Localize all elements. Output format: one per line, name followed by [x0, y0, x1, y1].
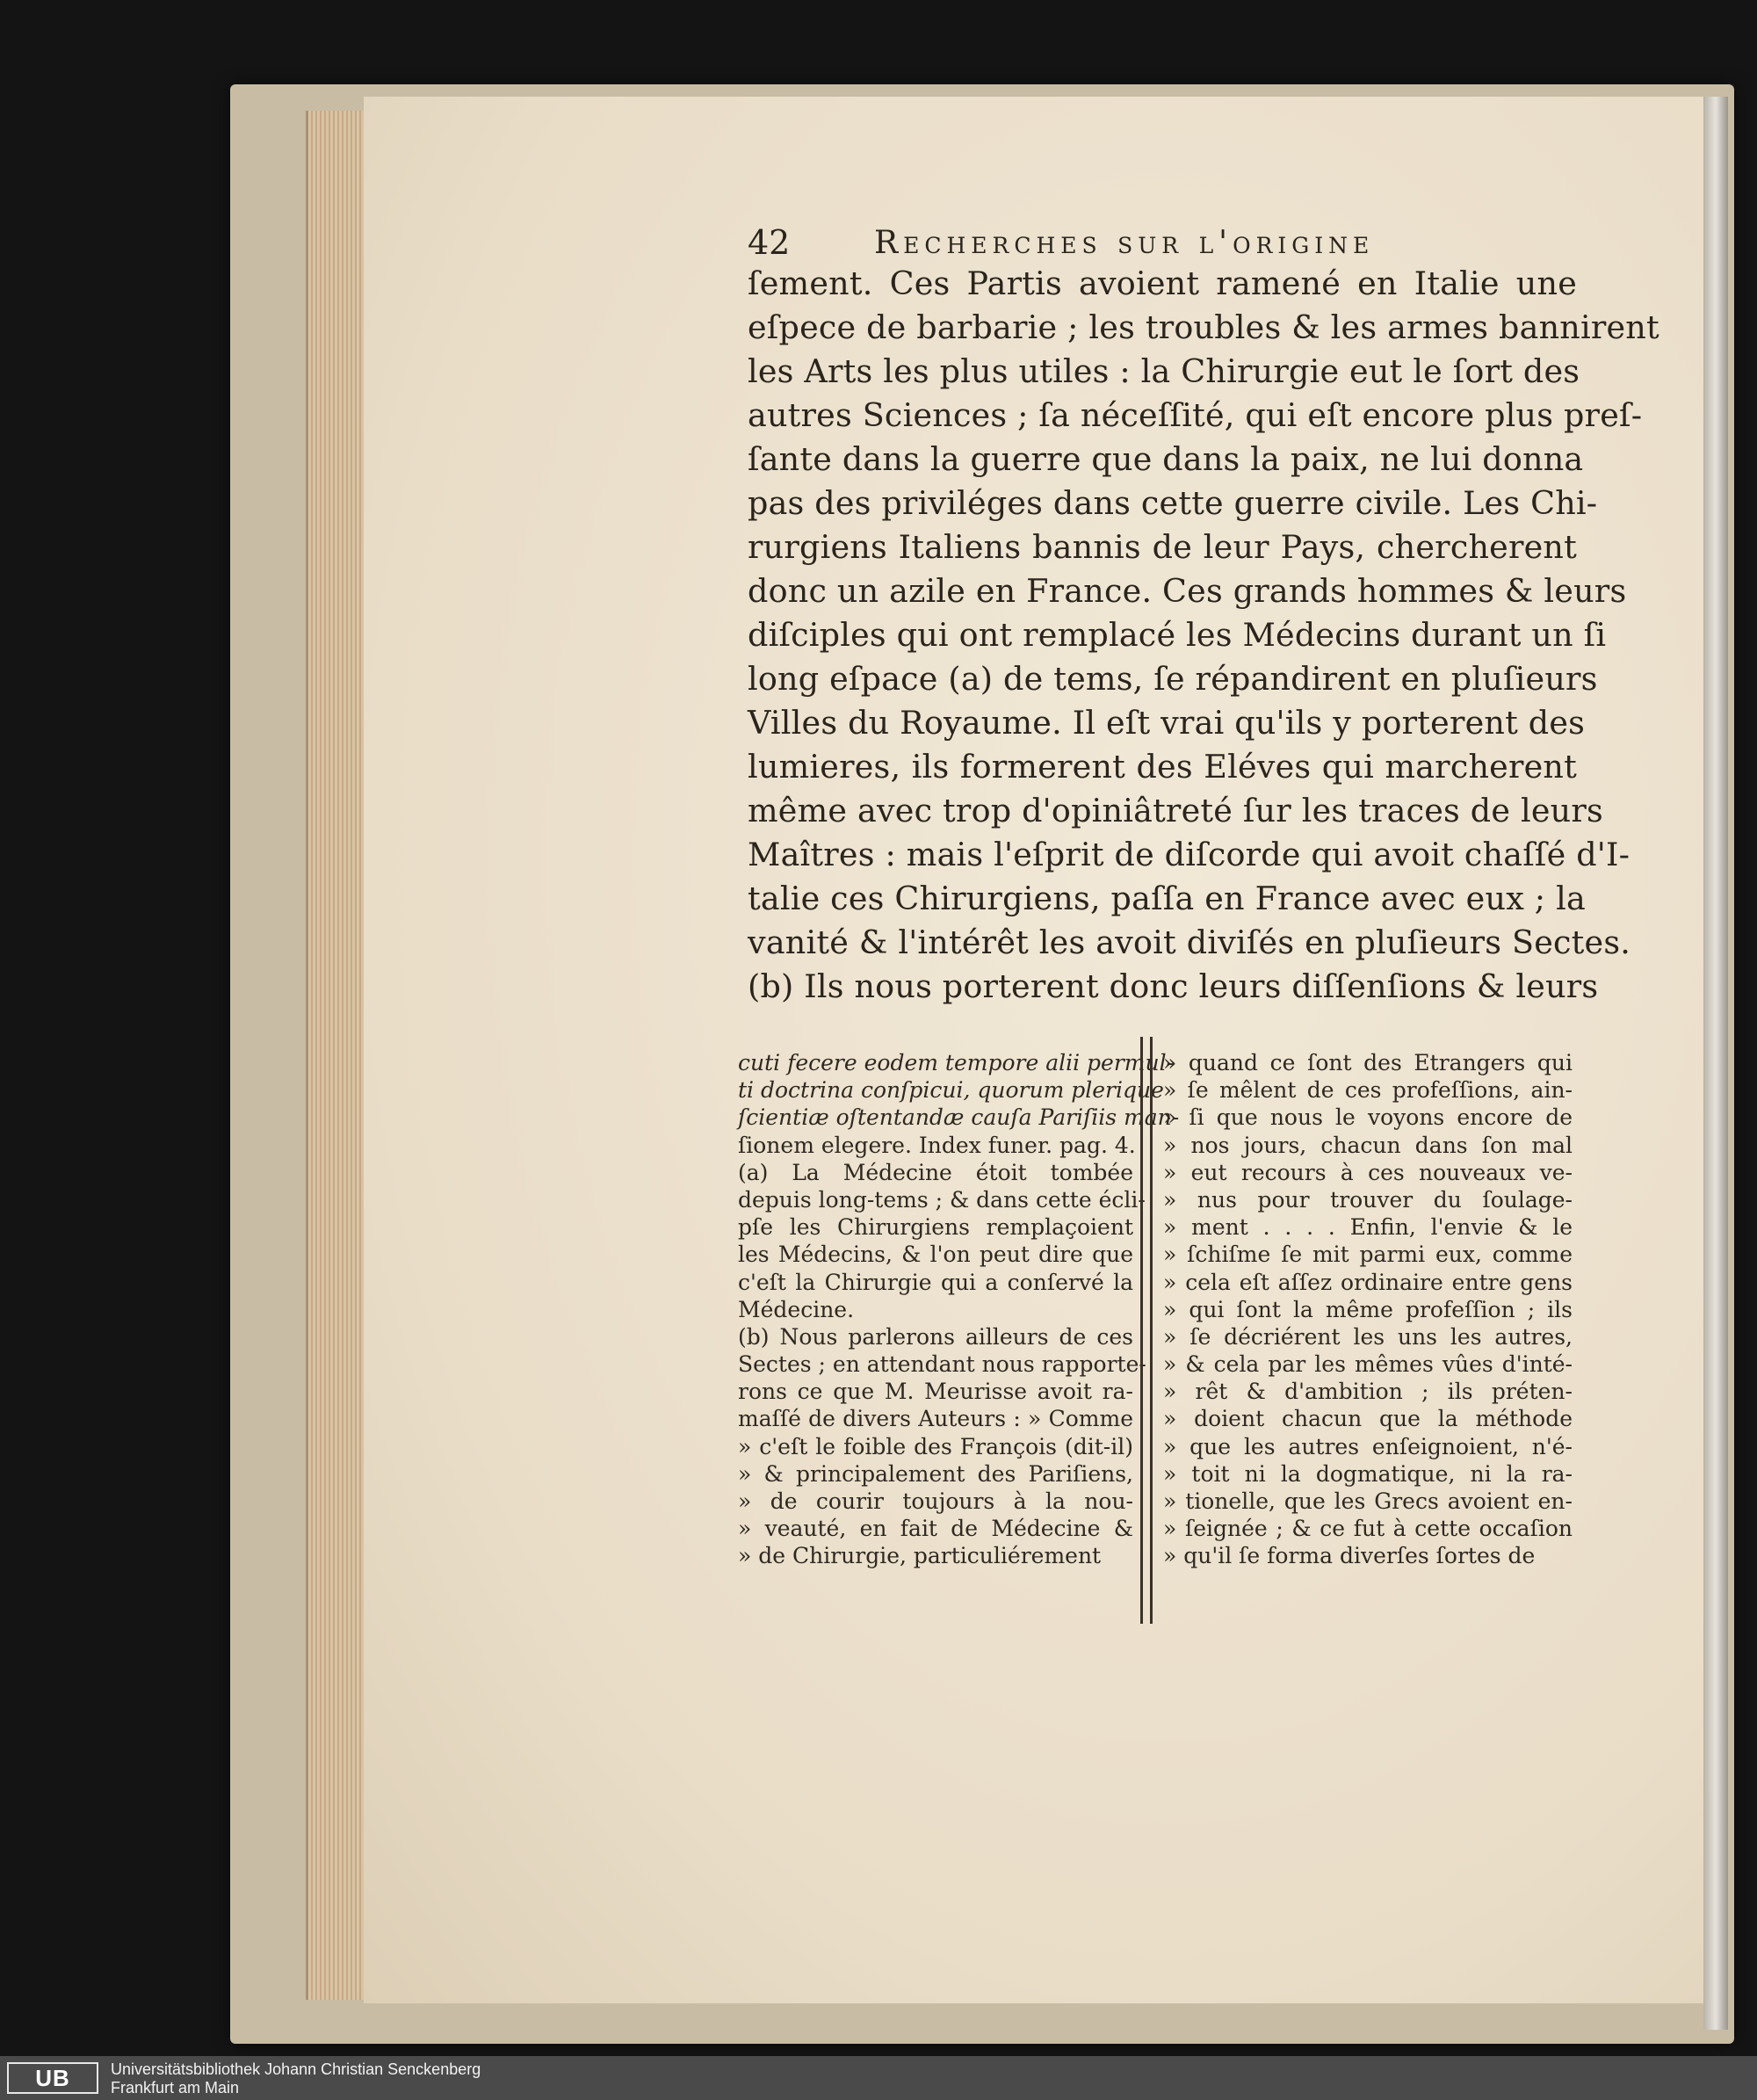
institution-line-1: Universitätsbibliothek Johann Christian Senckenberg — [111, 2060, 481, 2078]
institution-name — [111, 2060, 481, 2097]
footnote-line: » ſe décriérent les uns les autres, — [1163, 1323, 1573, 1350]
footnote-line: rons ce que M. Meurisse avoit ra- — [738, 1379, 1133, 1405]
footnotes-right-column — [1163, 1049, 1573, 1570]
footnote-line: » toit ni la dogmatique, ni la ra- — [1163, 1460, 1573, 1487]
footnote-line: » veauté, en fait de Médecine & — [738, 1516, 1133, 1542]
footer-bar — [0, 2056, 1757, 2100]
text-line: Villes du Royaume. Il eſt vrai qu'ils y porterent des — [748, 704, 1586, 742]
footnote-line: » tionelle, que les Grecs avoient en- — [1163, 1488, 1573, 1514]
text-line: rurgiens Italiens bannis de leur Pays, chercherent — [748, 528, 1577, 566]
footnote-line: (a) La Médecine étoit tombée — [738, 1159, 1133, 1185]
footnote-line: » de courir toujours à la nou- — [738, 1488, 1133, 1514]
text-line: diſciples qui ont remplacé les Médecins durant un ſi — [748, 616, 1607, 654]
text-line: lumieres, ils formerent des Eléves qui marcherent — [748, 748, 1577, 786]
footnote-line: » nos jours, chacun dans ſon mal — [1163, 1132, 1573, 1158]
running-head-title: Recherches sur l'origine — [874, 225, 1375, 261]
footnote-line: c'eſt la Chirurgie qui a conſervé la — [738, 1269, 1133, 1295]
footnote-line: Médecine. — [738, 1296, 855, 1322]
footnote-line: ſionem elegere. Index funer. pag. 4. — [738, 1132, 1136, 1158]
text-line: (b) Ils nous porterent donc leurs diſſenſions & leurs — [748, 967, 1599, 1005]
footnote-line: » de Chirurgie, particuliérement — [738, 1543, 1102, 1569]
footnote-line: » c'eſt le foible des François (dit-il) — [738, 1433, 1133, 1459]
footnote-line: » eut recours à ces nouveaux ve- — [1163, 1159, 1573, 1185]
text-line: ſante dans la guerre que dans la paix, ne lui donna — [748, 440, 1584, 478]
right-page-edge — [1703, 97, 1728, 2030]
footnote-line: » & cela par les mêmes vûes d'inté- — [1163, 1351, 1573, 1378]
footnote-line: » ſeignée ; & ce fut à cette occaſion — [1163, 1516, 1573, 1542]
footnote-line: cuti fecere eodem tempore alii permul- — [738, 1050, 1175, 1075]
footnote-line: depuis long-tems ; & dans cette écli- — [738, 1186, 1146, 1213]
footnote-line: » qu'il ſe forma diverſes ſortes de — [1163, 1543, 1536, 1569]
text-line: vanité & l'intérêt les avoit diviſés en pluſieurs Sectes. — [748, 923, 1631, 961]
text-line: ſement. Ces Partis avoient ramené en Italie une — [748, 264, 1577, 302]
footnote-line: » doient chacun que la méthode — [1163, 1406, 1573, 1432]
institution-line-2: Frankfurt am Main — [111, 2079, 240, 2096]
text-line: autres Sciences ; ſa néceſſité, qui eſt encore plus preſ- — [748, 396, 1643, 434]
footnote-line: » quand ce ſont des Etrangers qui — [1163, 1050, 1573, 1075]
footnote-column-divider — [1140, 1037, 1153, 1624]
footnote-line: ti doctrina conſpicui, quorum plerique — [738, 1077, 1164, 1104]
text-line: donc un azile en France. Ces grands hommes & leurs — [748, 572, 1627, 610]
footnote-line: (b) Nous parlerons ailleurs de ces — [738, 1323, 1133, 1350]
footnote-line: » rêt & d'ambition ; ils préten- — [1163, 1379, 1573, 1405]
text-line: les Arts les plus utiles : la Chirurgie eut le ſort des — [748, 352, 1580, 390]
text-line: talie ces Chirurgiens, paſſa en France avec eux ; la — [748, 880, 1586, 917]
footnote-line: » que les autres enſeignoient, n'é- — [1163, 1433, 1573, 1459]
footnotes-left-column — [738, 1049, 1180, 1570]
footnote-line: » ſe mêlent de ces profeſſions, ain- — [1163, 1077, 1573, 1104]
footnote-line: » ſi que nous le voyons encore de — [1163, 1104, 1573, 1131]
page-number: 42 — [748, 223, 791, 262]
text-line: Maîtres : mais l'eſprit de diſcorde qui avoit chaſſé d'I- — [748, 836, 1630, 873]
footnote-line: Sectes ; en attendant nous rapporte- — [738, 1351, 1146, 1378]
running-head — [748, 223, 1459, 267]
footnote-line: pſe les Chirurgiens remplaçoient — [738, 1214, 1133, 1241]
text-line: pas des priviléges dans cette guerre civile. Les Chi- — [748, 484, 1598, 522]
footnote-line: maſſé de divers Auteurs : » Comme — [738, 1406, 1133, 1432]
text-line: même avec trop d'opiniâtreté ſur les traces de leurs — [748, 792, 1603, 829]
footnote-line: » & principalement des Pariſiens, — [738, 1460, 1133, 1487]
text-line: eſpece de barbarie ; les troubles & les armes bannirent — [748, 308, 1659, 346]
ub-logo[interactable]: UB — [7, 2062, 98, 2094]
footnote-line: » ment . . . . Enfin, l'envie & le — [1163, 1214, 1573, 1241]
page-edges — [306, 111, 366, 2000]
footnote-line: » cela eſt aſſez ordinaire entre gens — [1163, 1269, 1573, 1295]
footnote-line: » nus pour trouver du ſoulage- — [1163, 1186, 1573, 1213]
footnote-line: ſcientiæ oſtentandæ cauſa Pariſiis man- — [738, 1104, 1180, 1131]
footnote-line: » qui ſont la même profeſſion ; ils — [1163, 1296, 1573, 1322]
main-text-block — [748, 262, 1659, 1009]
footnote-line: les Médecins, & l'on peut dire que — [738, 1242, 1133, 1268]
text-line: long eſpace (a) de tems, ſe répandirent en pluſieurs — [748, 660, 1598, 698]
footnote-line: » ſchiſme ſe mit parmi eux, comme — [1163, 1242, 1573, 1268]
